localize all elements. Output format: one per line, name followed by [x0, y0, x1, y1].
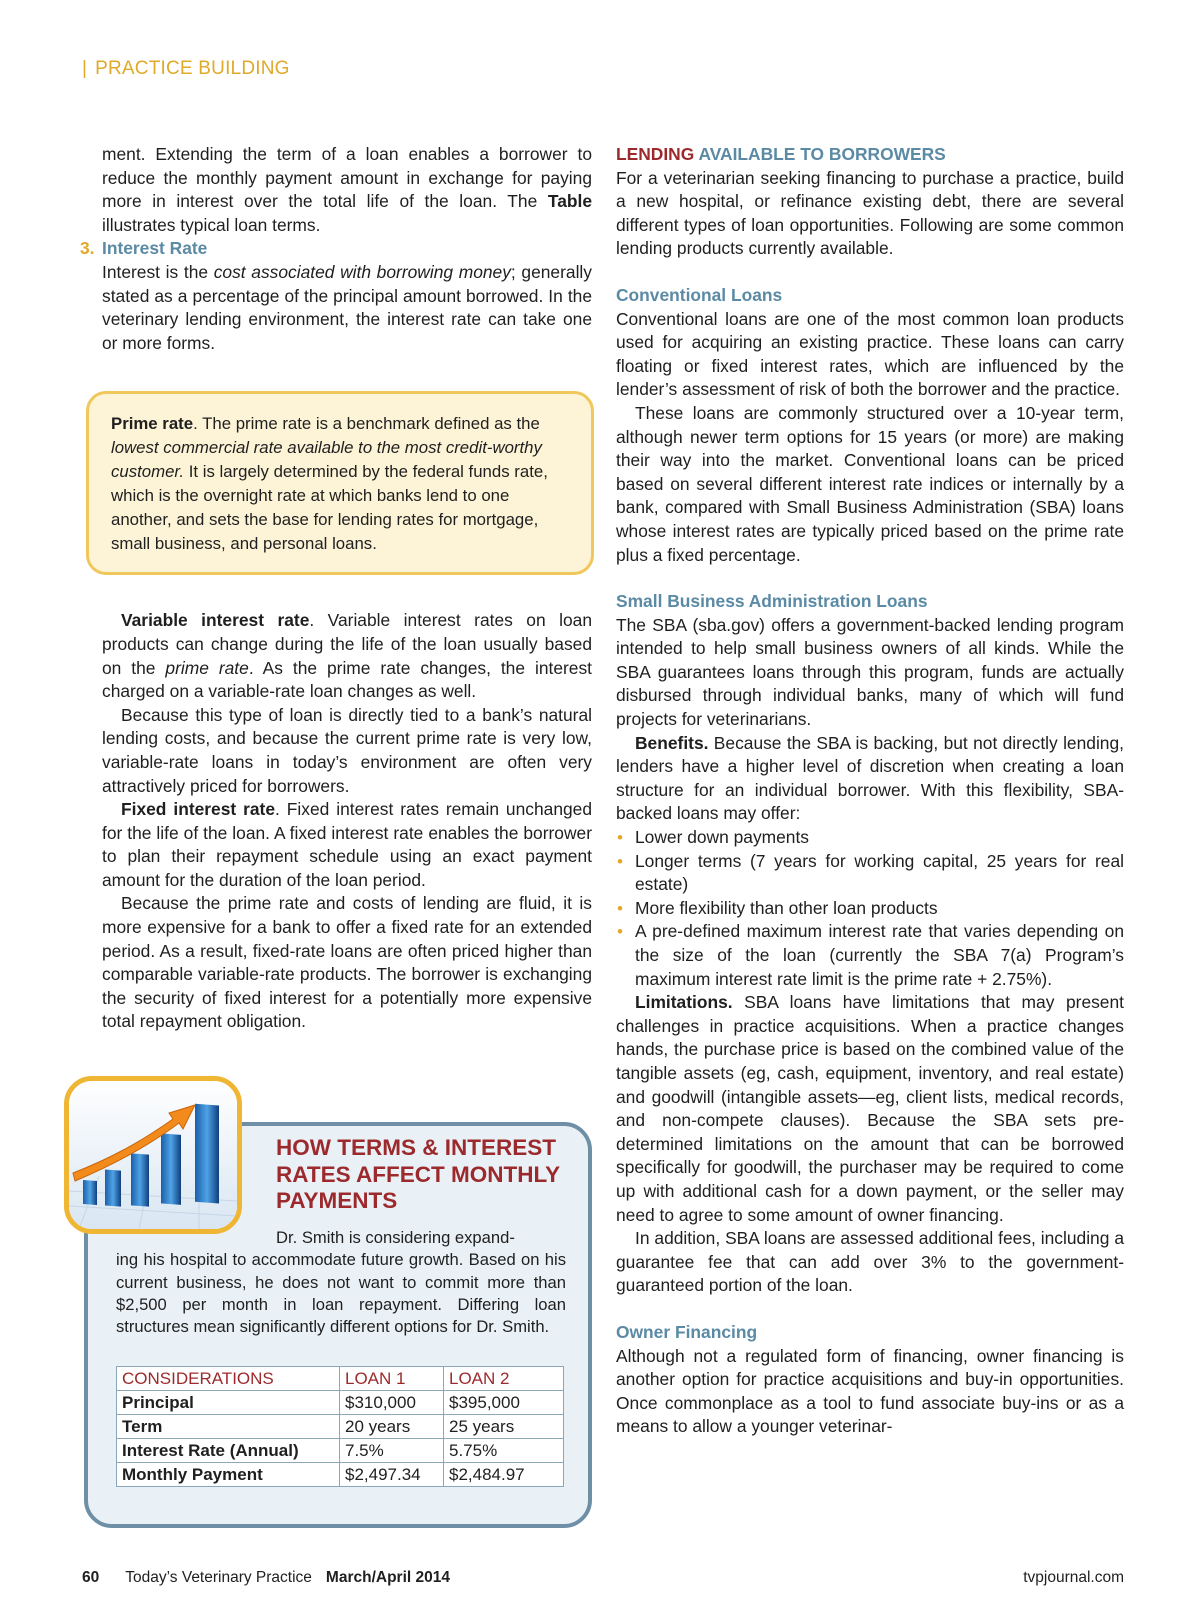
sba-limitations-paragraph: Limitations. SBA loans have limitations that may present challenges in practice acquisitions. When a practice changes hands, the purchase price is based on the combined value of the tangible assets (eg, cash, equipment, inventory, and real estate) and goodwill (intangible assets—eg, client lists, medical records, and non-compete clauses). Because the SBA sets pre-determined limitations on the amount that can be borrowed specifically for goodwill, the purchaser may be required to come up with additional cash for a down payment, or the seller may need to agree to some amount of owner financing.	[616, 992, 1124, 1225]
issue-date: March/April 2014	[325, 1569, 450, 1586]
table-cell: $310,000	[340, 1391, 444, 1415]
left-column	[80, 143, 593, 1034]
list-item: • More flexibility than other loan products	[616, 897, 1124, 921]
sba-benefits-paragraph: Benefits. Because the SBA is backing, but not directly lending, lenders have a higher level of discretion when creating a loan structure for an individual borrower. With this flexibility, SBA-backed loans may offer:	[616, 732, 1124, 824]
fixed-rate-paragraph-2: Because the prime rate and costs of lending are fluid, it is more expensive for a bank to offer a fixed rate for an extended period. As a result, fixed-rate loans are often priced higher than comparable variable-rate products. The borrower is exchanging the security of fixed interest for a potentially more expensive total repayment obligation.	[102, 893, 592, 1032]
table-row	[117, 1439, 564, 1463]
page-footer	[82, 1569, 1124, 1587]
table-row	[117, 1463, 564, 1487]
conventional-loans-heading: Conventional Loans	[616, 284, 783, 305]
bullet-icon: •	[617, 922, 623, 942]
table-row	[117, 1415, 564, 1439]
sba-paragraph-1: The SBA (sba.gov) offers a government-backed lending program intended to help small business owners of all kinds. While the SBA guarantees loans through this program, funds are actually disbursed through individual banks, many of which will fund projects for veterinarians.	[616, 614, 1124, 730]
owner-financing-paragraph: Although not a regulated form of financing, owner financing is another option for practice acquisitions and buy-in opportunities. Once commonplace as a tool to fund associate buy-ins or as a means to allow a younger veterinar-	[616, 1345, 1124, 1437]
intro-paragraph: ment. Extending the term of a loan enables a borrower to reduce the monthly payment amount in exchange for paying more in interest over the total life of the loan. The Table illustrates typical loan terms.	[102, 144, 592, 235]
table-row	[117, 1391, 564, 1415]
table-header: LOAN 2	[444, 1367, 564, 1391]
conventional-paragraph-1: Conventional loans are one of the most common loan products used for acquiring an existing practice. These loans can carry floating or fixed interest rates, which are influenced by the lender’s assessment of risk of both the borrower and the practice.	[616, 308, 1124, 400]
bullet-icon: •	[617, 851, 623, 871]
table-cell: $2,497.34	[340, 1463, 444, 1487]
growth-bar-chart-icon	[69, 1081, 237, 1229]
sba-fees-paragraph: In addition, SBA loans are assessed additional fees, including a guarantee fee that can add over 3% to the government-guaranteed portion of the loan.	[616, 1228, 1124, 1296]
interest-rate-heading: 3. Interest Rate	[102, 237, 592, 261]
interest-rate-heading-number: 3.	[80, 238, 95, 259]
publication-name: Today’s Veterinary Practice	[125, 1569, 312, 1586]
conventional-paragraph-2: These loans are commonly structured over a 10-year term, although newer term options for 15 years (or more) are making their way into the market. Conventional loans can be priced based on several different interest rate indices or internally by a bank, compared with Small Business Administration (SBA) loans whose interest rates are typically priced based on the prime rate plus a fixed percentage.	[616, 402, 1124, 565]
section-tag	[82, 58, 290, 80]
variable-rate-paragraph: Variable interest rate. Variable interest rates on loan products can change during the life of the loan usually based on the prime rate. As the prime rate changes, the interest charged on a variable-rate loan changes as well.	[102, 610, 592, 702]
table-cell: 20 years	[340, 1415, 444, 1439]
lending-paragraph: For a veterinarian seeking financing to purchase a practice, build a new hospital, or refinance existing debt, there are several different types of loan opportunities. Following are some common lending products currently available.	[616, 167, 1124, 259]
loan-comparison-table	[116, 1366, 564, 1487]
section-tag-label: PRACTICE BUILDING	[95, 58, 290, 79]
table-cell: Interest Rate (Annual)	[117, 1439, 340, 1463]
table-cell: 25 years	[444, 1415, 564, 1439]
prime-rate-box	[86, 391, 594, 575]
table-cell: 5.75%	[444, 1439, 564, 1463]
bullet-icon: •	[617, 898, 623, 918]
table-header: LOAN 1	[340, 1367, 444, 1391]
lending-heading: LENDING AVAILABLE TO BORROWERS	[616, 144, 946, 164]
sba-loans-heading: Small Business Administration Loans	[616, 591, 928, 612]
table-cell: Principal	[117, 1391, 340, 1415]
variable-rate-paragraph-2: Because this type of loan is directly tied to a bank’s natural lending costs, and because the current prime rate is very low, variable-rate loans in today’s environment are often very attractively priced for borrowers.	[102, 704, 592, 796]
interest-paragraph: Interest is the cost associated with borrowing money; generally stated as a percentage of the principal amount borrowed. In the veterinary lending environment, the interest rate can take one or more forms.	[102, 261, 592, 353]
loan-box-text: Dr. Smith is considering expand- ing his hospital to accommodate future growth. Based on his current business, he does not want to commit more than $2,500 per month in loan repayment. Differing loan structures mean significantly different options for Dr. Smith.	[116, 1228, 566, 1337]
list-item: • Longer terms (7 years for working capital, 25 years for real estate)	[617, 850, 1124, 895]
table-cell: Term	[117, 1415, 340, 1439]
list-item: • A pre-defined maximum interest rate that varies depending on the size of the loan (currently the SBA 7(a) Program’s maximum interest rate limit is the prime rate + 2.75%).	[617, 921, 1124, 989]
section-tag-divider: |	[82, 58, 88, 79]
table-cell: 7.5%	[340, 1439, 444, 1463]
table-cell: $2,484.97	[444, 1463, 564, 1487]
table-cell: Monthly Payment	[117, 1463, 340, 1487]
owner-financing-heading: Owner Financing	[616, 1321, 758, 1342]
website-link[interactable]: tvpjournal.com	[1023, 1569, 1124, 1586]
list-item: • Lower down payments	[616, 826, 1124, 850]
page-number: 60	[82, 1569, 100, 1586]
bullet-icon: •	[617, 828, 623, 848]
growth-bar-chart-image	[64, 1076, 242, 1234]
prime-rate-text: Prime rate. The prime rate is a benchmark defined as the lowest commercial rate available to the most credit-worthy customer. It is largely determined by the federal funds rate, which is the overnight rate at which banks lend to one another, and sets the base for lending rates for mortgage, small business, and personal loans.	[111, 414, 548, 554]
table-header: CONSIDERATIONS	[117, 1367, 340, 1391]
sba-benefits-list	[616, 826, 1124, 991]
right-column	[616, 143, 1124, 1439]
loan-box-title: HOW TERMS & INTEREST RATES AFFECT MONTHLY PAYMENTS	[276, 1135, 560, 1213]
table-cell: $395,000	[444, 1391, 564, 1415]
table-header-row	[117, 1367, 564, 1391]
fixed-rate-paragraph: Fixed interest rate. Fixed interest rates remain unchanged for the life of the loan. A fixed interest rate enables the borrower to plan their repayment schedule using an exact payment amount for the duration of the loan period.	[102, 799, 593, 890]
